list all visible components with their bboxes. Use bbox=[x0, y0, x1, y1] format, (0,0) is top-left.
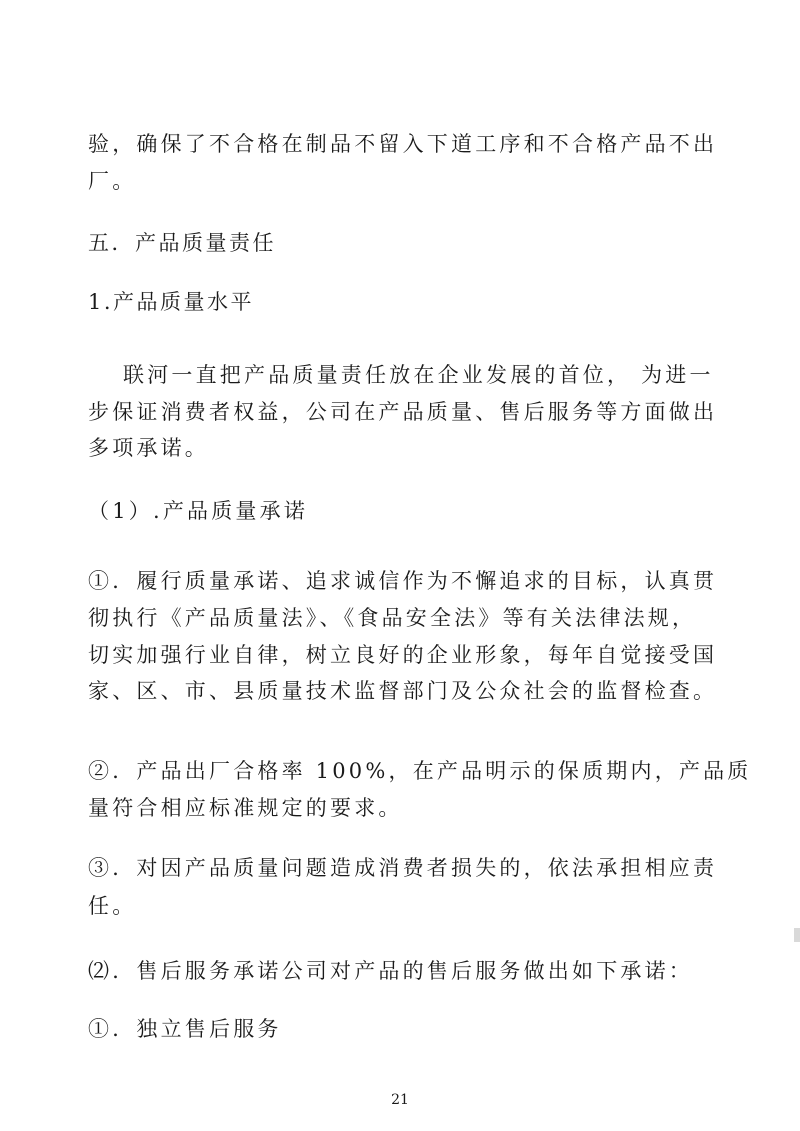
paragraph-line: ②．产品出厂合格率 100%，在产品明示的保质期内，产品质 bbox=[88, 759, 752, 783]
paragraph-line: 步保证消费者权益，公司在产品质量、售后服务等方面做出 bbox=[88, 400, 718, 424]
subsection-heading: 1.产品质量水平 bbox=[88, 290, 255, 314]
paragraph-line: 联河一直把产品质量责任放在企业发展的首位， 为进一 bbox=[123, 363, 714, 387]
paragraph-line: 彻执行《产品质量法》、《食品安全法》等有关法律法规， bbox=[88, 606, 697, 630]
paragraph-line: 家、区、市、县质量技术监督部门及公众社会的监督检查。 bbox=[88, 679, 718, 703]
list-heading: （1）.产品质量承诺 bbox=[88, 499, 309, 523]
scan-edge-mark bbox=[794, 928, 800, 942]
paragraph-line: 验，确保了不合格在制品不留入下道工序和不合格产品不出 bbox=[88, 132, 718, 156]
paragraph-line: ③．对因产品质量问题造成消费者损失的，依法承担相应责 bbox=[88, 856, 718, 880]
paragraph-line: 厂。 bbox=[88, 169, 137, 193]
paragraph-line: 多项承诺。 bbox=[88, 436, 209, 460]
paragraph-line: 量符合相应标准规定的要求。 bbox=[88, 796, 403, 820]
list-heading: ⑵．售后服务承诺公司对产品的售后服务做出如下承诺： bbox=[88, 959, 693, 983]
paragraph-line: 任。 bbox=[88, 894, 137, 918]
page-number: 21 bbox=[391, 1092, 409, 1108]
paragraph-line: ①．独立售后服务 bbox=[88, 1017, 282, 1041]
section-heading: 五．产品质量责任 bbox=[88, 231, 276, 255]
paragraph-line: 切实加强行业自律，树立良好的企业形象，每年自觉接受国 bbox=[88, 643, 718, 667]
paragraph-line: ①．履行质量承诺、追求诚信作为不懈追求的目标，认真贯 bbox=[88, 569, 718, 593]
